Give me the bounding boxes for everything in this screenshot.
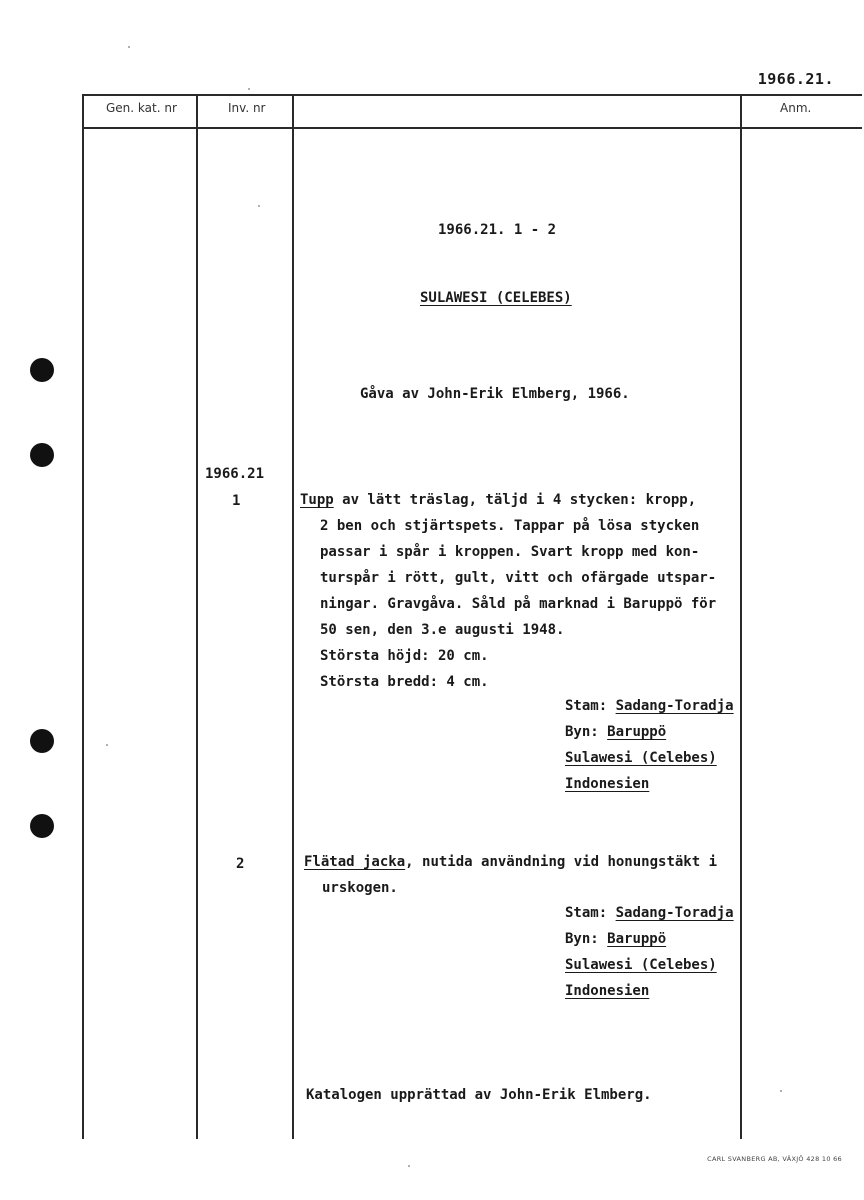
scan-speck <box>106 744 108 746</box>
region-title: SULAWESI (CELEBES) <box>420 290 572 306</box>
punch-hole <box>30 814 54 838</box>
col-divider-3 <box>740 94 742 1139</box>
number-range: 1966.21. 1 - 2 <box>438 222 557 238</box>
item-1-region: Sulawesi (Celebes) <box>565 750 717 766</box>
scan-speck <box>408 1165 410 1167</box>
stam-value: Sadang-Toradja <box>615 698 734 714</box>
item-2-byn <box>565 931 666 947</box>
punch-hole <box>30 358 54 382</box>
item-1-inv-year: 1966.21 <box>205 466 265 482</box>
item-1-country: Indonesien <box>565 776 650 792</box>
printer-mark: CARL SVANBERG AB, VÄXJÖ 428 10 66 <box>707 1155 842 1163</box>
item-1-description-line <box>300 492 696 508</box>
item-2-region: Sulawesi (Celebes) <box>565 957 717 973</box>
stam-value: Sadang-Toradja <box>615 905 734 921</box>
item-1-byn <box>565 724 666 740</box>
item-1-name: Tupp <box>300 492 334 508</box>
item-2-country: Indonesien <box>565 983 650 999</box>
stam-label: Stam: <box>565 698 608 714</box>
item-1-description-line: turspår i rött, gult, vitt och ofärgade utspar- <box>320 570 717 586</box>
item-1-description-line: 50 sen, den 3.e augusti 1948. <box>320 622 565 638</box>
donation-line: Gåva av John-Erik Elmberg, 1966. <box>360 386 630 402</box>
item-1-description-line: Största bredd: 4 cm. <box>320 674 489 690</box>
item-1-inv-num: 1 <box>232 493 241 509</box>
punch-hole <box>30 729 54 753</box>
catalog-author-note: Katalogen upprättad av John-Erik Elmberg. <box>306 1087 652 1103</box>
header-rule <box>82 127 862 129</box>
item-1-desc-text: av lätt träslag, täljd i 4 stycken: kropp, <box>333 492 697 508</box>
item-1-description-line: Största höjd: 20 cm. <box>320 648 489 664</box>
item-2-stam <box>565 905 734 921</box>
byn-value: Baruppö <box>607 724 667 740</box>
byn-value: Baruppö <box>607 931 667 947</box>
col-header-anm: Anm. <box>780 101 812 115</box>
left-border <box>82 94 84 1139</box>
item-1-stam <box>565 698 734 714</box>
item-2-inv-num: 2 <box>236 856 245 872</box>
byn-label: Byn: <box>565 931 599 947</box>
scan-speck <box>780 1090 782 1092</box>
item-2-desc-text: , nutida användning vid honungstäkt i <box>405 854 718 870</box>
item-2-name: Flätad jacka <box>304 854 406 870</box>
top-rule <box>82 94 862 96</box>
item-2-description-line: urskogen. <box>322 880 398 896</box>
scan-speck <box>258 205 260 207</box>
scan-speck <box>248 88 250 90</box>
item-1-description-line: 2 ben och stjärtspets. Tappar på lösa stycken <box>320 518 700 534</box>
col-header-inv-nr: Inv. nr <box>228 101 266 115</box>
punch-hole <box>30 443 54 467</box>
col-divider-1 <box>196 94 198 1139</box>
col-header-gen-kat-nr: Gen. kat. nr <box>106 101 177 115</box>
item-1-description-line: passar i spår i kroppen. Svart kropp med kon- <box>320 544 700 560</box>
scan-speck <box>128 46 130 48</box>
catalog-number: 1966.21. <box>757 70 834 88</box>
item-2-description-line <box>304 854 717 870</box>
byn-label: Byn: <box>565 724 599 740</box>
stam-label: Stam: <box>565 905 608 921</box>
col-divider-2 <box>292 94 294 1139</box>
item-1-description-line: ningar. Gravgåva. Såld på marknad i Baruppö för <box>320 596 717 612</box>
